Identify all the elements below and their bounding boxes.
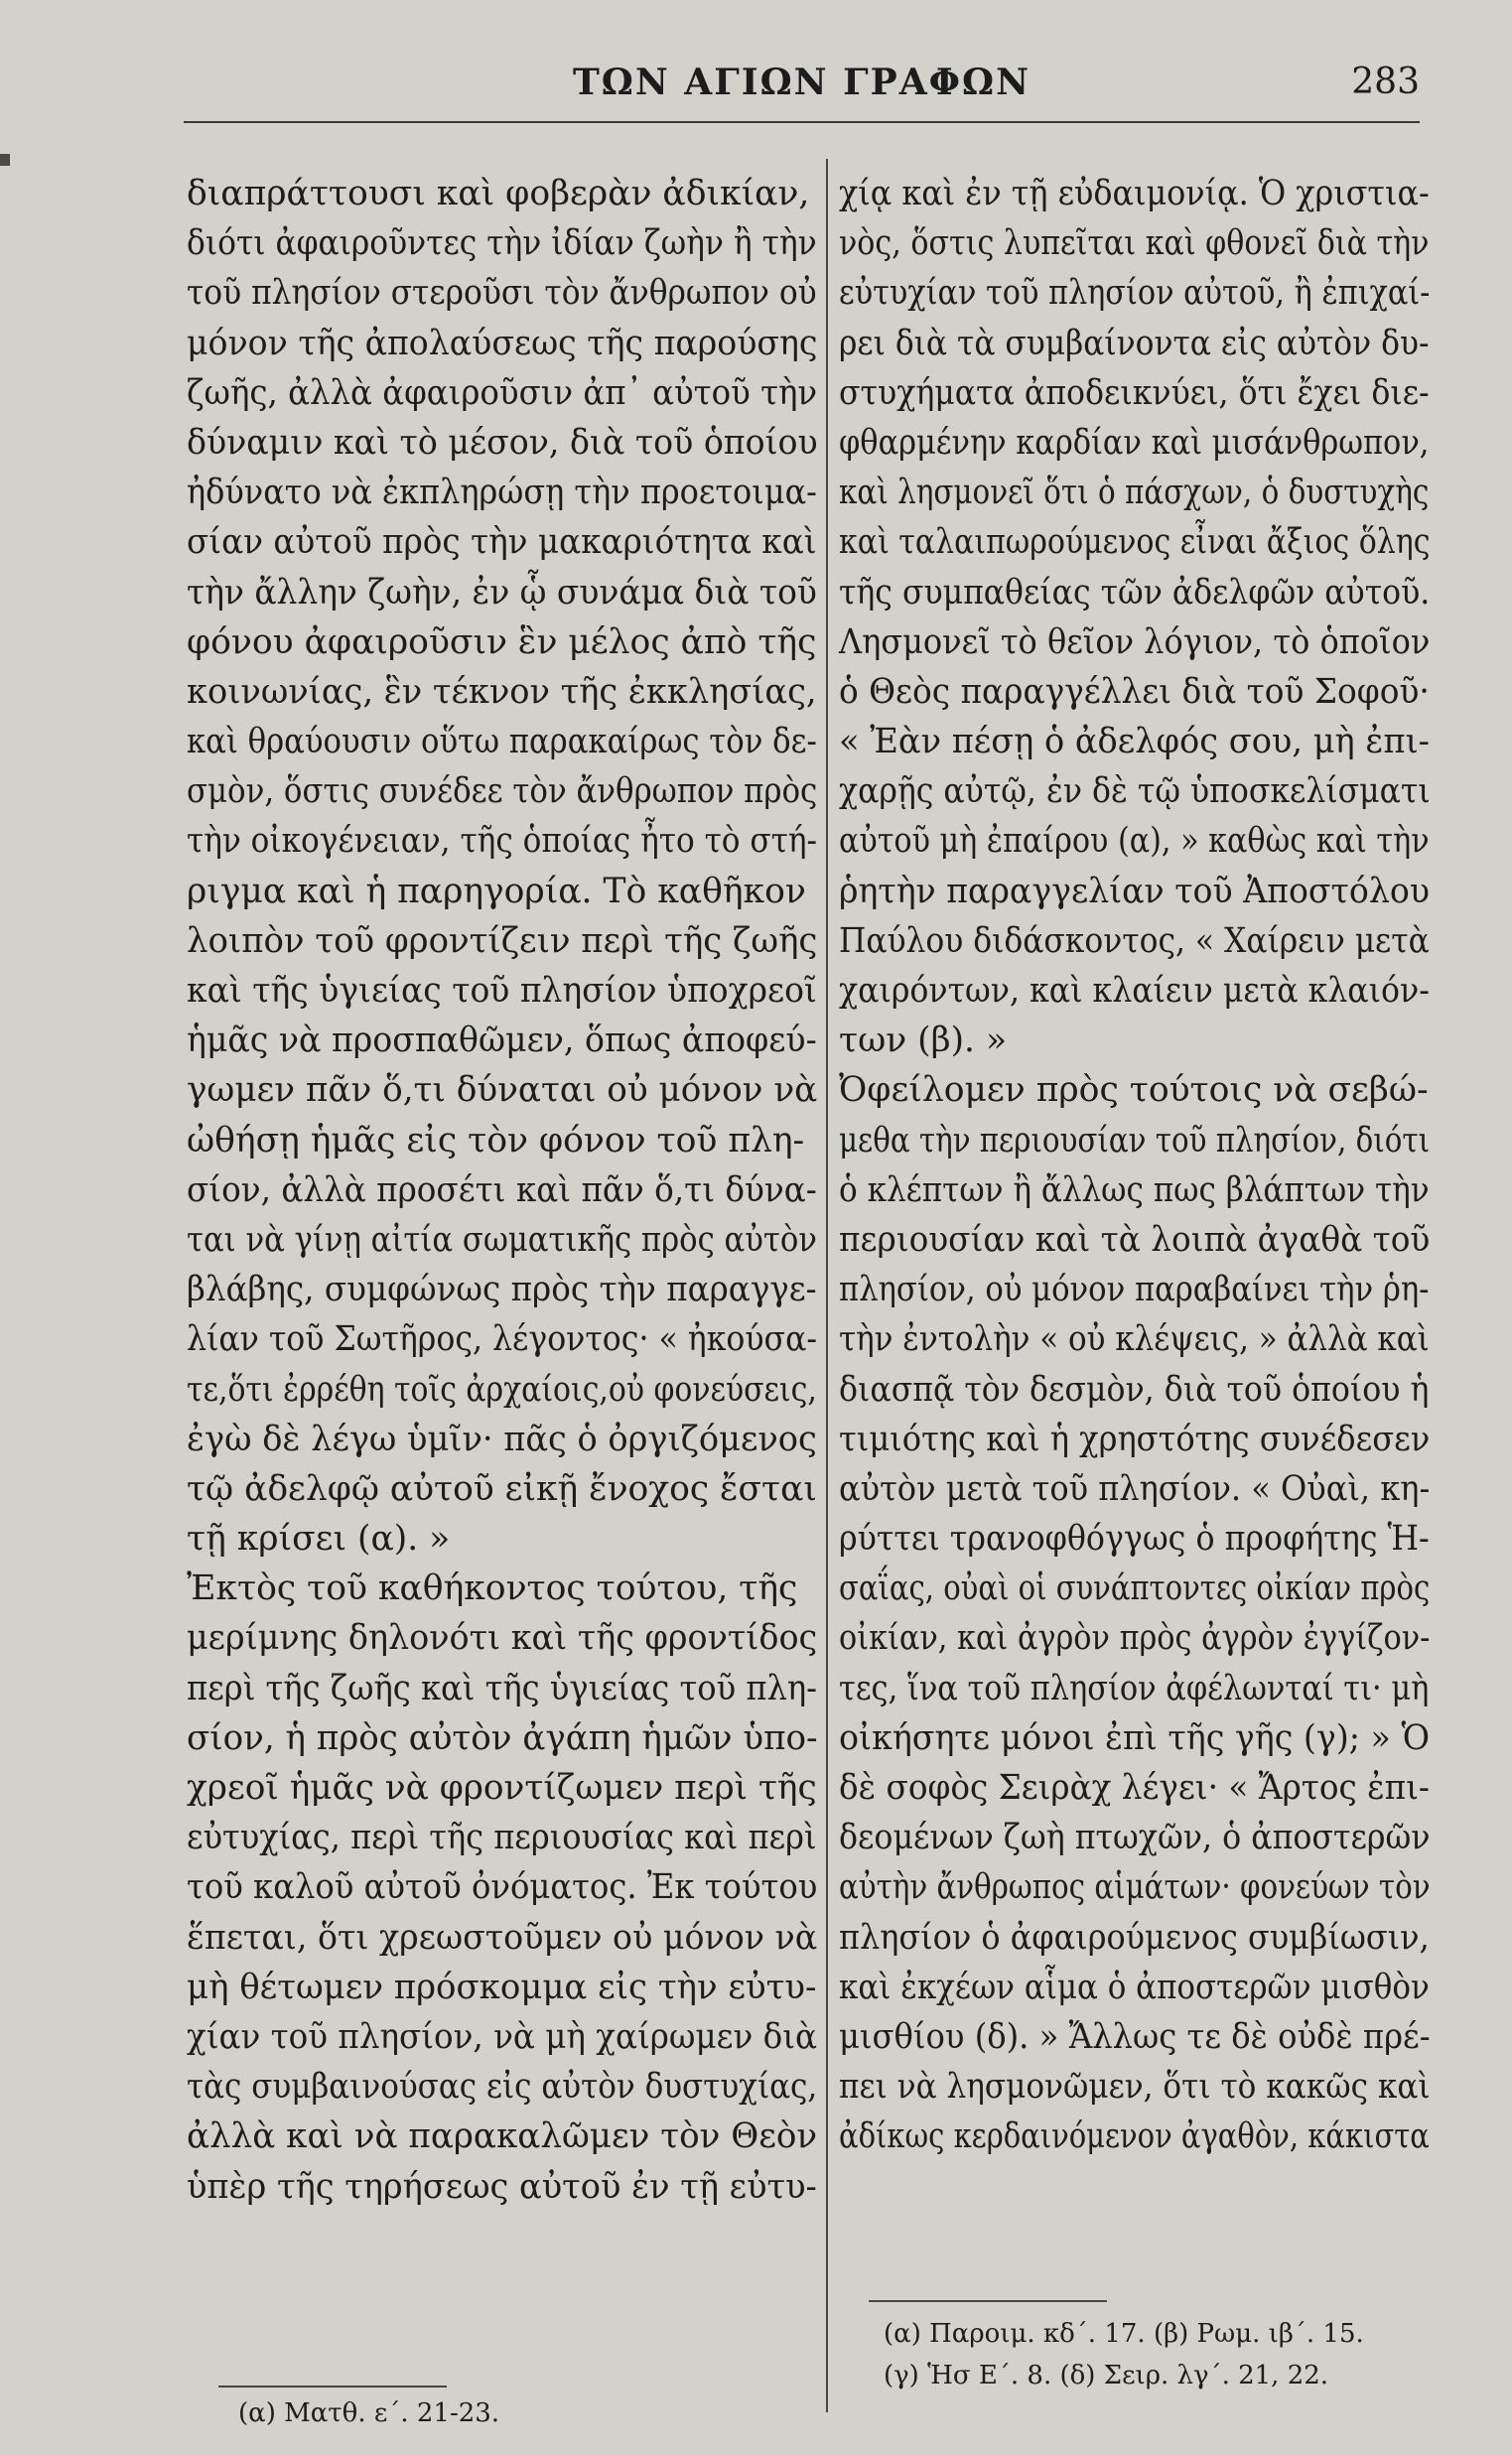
text-line: περὶ τῆς ζωῆς καὶ τῆς ὑγιείας τοῦ πλη-: [187, 1668, 817, 1708]
text-line: τὴν ἐντολὴν « οὐ κλέψεις, » ἀλλὰ καὶ: [839, 1319, 1430, 1360]
text-line: ὁ Θεὸς παραγγέλλει διὰ τοῦ Σοφοῦ·: [839, 671, 1430, 712]
text-line: οἰκήσητε μόνοι ἐπὶ τῆς γῆς (γ); » Ὁ: [839, 1717, 1431, 1758]
text-line: ρύττει τρανοφθόγγως ὁ προφήτης Ἡ-: [839, 1519, 1430, 1560]
text-line: τοῦ καλοῦ αὐτοῦ ὀνόματος. Ἐκ τούτου: [187, 1867, 818, 1908]
margin-mark: [0, 154, 10, 166]
text-line: σμὸν, ὅστις συνέδεε τὸν ἄνθρωπον πρὸς: [187, 771, 818, 812]
text-line: μεθα τὴν περιουσίαν τοῦ πλησίον, διότι: [839, 1120, 1431, 1160]
text-line: διασπᾷ τὸν δεσμὸν, διὰ τοῦ ὁποίου ἡ: [839, 1369, 1430, 1410]
text-line: ὁ κλέπτων ἢ ἄλλως πως βλάπτων τὴν: [839, 1169, 1430, 1210]
text-line: ται νὰ γίνῃ αἰτία σωματικῆς πρὸς αὐτὸν: [187, 1219, 817, 1260]
text-line: σίον, ἡ πρὸς αὐτὸν ἀγάπη ἡμῶν ὑπο-: [187, 1717, 818, 1758]
text-line: ζωῆς, ἀλλὰ ἀφαιροῦσιν ἀπ᾽ αὐτοῦ τὴν: [187, 372, 818, 413]
text-line: χαιρόντων, καὶ κλαίειν μετὰ κλαιόν-: [839, 971, 1430, 1011]
text-line: χίᾳ καὶ ἐν τῇ εὐδαιμονίᾳ. Ὁ χριστια-: [839, 174, 1430, 213]
text-line: τε,ὅτι ἐρρέθη τοῖς ἀρχαίοις,οὐ φονεύσεις,: [187, 1369, 817, 1410]
text-line: διότι ἀφαιροῦντες τὴν ἰδίαν ζωὴν ἢ τὴν: [187, 223, 817, 264]
text-line: ἐγὼ δὲ λέγω ὑμῖν· πᾶς ὁ ὀργιζόμενος: [187, 1419, 817, 1459]
text-line: « Ἐὰν πέσῃ ὁ ἀδελφός σου, μὴ ἐπι-: [839, 722, 1431, 762]
text-line: πει νὰ λησμονῶμεν, ὅτι τὸ κακῶς καὶ: [839, 2067, 1431, 2108]
text-line: οἰκίαν, καὶ ἀγρὸν πρὸς ἀγρὸν ἐγγίζον-: [839, 1618, 1431, 1659]
footnote-left: (α) Ματθ. ε΄. 21-23.: [238, 2398, 500, 2428]
text-line: βλάβης, συμφώνως πρὸς τὴν παραγγε-: [187, 1270, 817, 1310]
text-line: καὶ λησμονεῖ ὅτι ὁ πάσχων, ὁ δυστυχὴς: [839, 473, 1430, 513]
right-column: [839, 169, 1430, 2162]
text-line: σίον, ἀλλὰ προσέτι καὶ πᾶν ὅ,τι δύνα-: [187, 1169, 817, 1210]
text-line: τῷ ἀδελφῷ αὐτοῦ εἰκῇ ἔνοχος ἔσται: [187, 1468, 817, 1509]
footnote-rule-left: [218, 2386, 447, 2387]
text-line: τοῦ πλησίον στεροῦσι τὸν ἄνθρωπον οὐ: [187, 273, 817, 314]
text-line: κοινωνίας, ἓν τέκνον τῆς ἐκκλησίας,: [187, 671, 817, 712]
header-rule: [184, 121, 1420, 123]
text-line: χίαν τοῦ πλησίον, νὰ μὴ χαίρωμεν διὰ: [187, 2016, 818, 2057]
running-header: [184, 62, 1420, 119]
text-line: ἠδύνατο νὰ ἐκπληρώσῃ τὴν προετοιμα-: [187, 473, 817, 513]
text-line: Λησμονεῖ τὸ θεῖον λόγιον, τὸ ὁποῖον: [839, 621, 1431, 662]
text-line: χαρῇς αὐτῷ, ἐν δὲ τῷ ὑποσκελίσματι: [839, 771, 1431, 812]
text-line: μερίμνης δηλονότι καὶ τῆς φροντίδος: [187, 1618, 818, 1659]
text-line: λοιπὸν τοῦ φροντίζειν περὶ τῆς ζωῆς: [187, 920, 818, 961]
footnote-right-2: (γ) Ἡσ Ε΄. 8. (δ) Σειρ. λγ΄. 21, 22.: [884, 2361, 1329, 2390]
text-line: ἀλλὰ καὶ νὰ παρακαλῶμεν τὸν Θεὸν: [187, 2116, 818, 2157]
text-line: ἕπεται, ὅτι χρεωστοῦμεν οὐ μόνον νὰ: [187, 1917, 818, 1958]
text-line: ρει διὰ τὰ συμβαίνοντα εἰς αὐτὸν δυ-: [839, 323, 1430, 363]
text-line: δύναμιν καὶ τὸ μέσον, διὰ τοῦ ὁποίου: [187, 422, 818, 463]
text-line: Παύλου διδάσκοντος, « Χαίρειν μετὰ: [839, 920, 1430, 961]
text-line: τὴν οἰκογένειαν, τῆς ὁποίας ἦτο τὸ στή-: [187, 821, 818, 862]
text-line: διαπράττουσι καὶ φοβερὰν ἀδικίαν,: [187, 174, 810, 213]
text-line: τῇ κρίσει (α). »: [187, 1519, 451, 1560]
text-line: Ἐκτὸς τοῦ καθήκοντος τούτου, τῆς: [187, 1568, 798, 1609]
text-line: πλησίον, οὐ μόνον παραβαίνει τὴν ῥη-: [839, 1270, 1430, 1310]
text-line: των (β). »: [839, 1021, 1008, 1061]
text-line: γωμεν πᾶν ὅ,τι δύναται οὐ μόνον νὰ: [187, 1070, 818, 1111]
text-line: τῆς συμπαθείας τῶν ἀδελφῶν αὐτοῦ.: [839, 572, 1431, 613]
text-line: τὴν ἄλλην ζωὴν, ἐν ᾧ συνάμα διὰ τοῦ: [187, 572, 817, 613]
text-line: μόνον τῆς ἀπολαύσεως τῆς παρούσης: [187, 323, 818, 363]
text-line: αὐτοῦ μὴ ἐπαίρου (α), » καθὼς καὶ τὴν: [839, 821, 1430, 862]
text-line: ἡμᾶς νὰ προσπαθῶμεν, ὅπως ἀποφεύ-: [187, 1021, 817, 1061]
column-divider: [826, 159, 828, 2412]
text-line: νὸς, ὅστις λυπεῖται καὶ φθονεῖ διὰ τὴν: [839, 223, 1430, 264]
text-line: τες, ἵνα τοῦ πλησίον ἀφέλωνταί τι· μὴ: [839, 1668, 1430, 1708]
text-line: αὐτὸν μετὰ τοῦ πλησίον. « Οὐαὶ, κη-: [839, 1468, 1431, 1509]
text-line: πλησίον ὁ ἀφαιρούμενος συμβίωσιν,: [839, 1917, 1430, 1958]
text-line: εὐτυχίας, περὶ τῆς περιουσίας καὶ περὶ: [187, 1818, 817, 1858]
text-line: ὑπὲρ τῆς τηρήσεως αὐτοῦ ἐν τῇ εὐτυ-: [187, 2166, 817, 2207]
text-line: μὴ θέτωμεν πρόσκομμα εἰς τὴν εὐτυ-: [187, 1967, 817, 2007]
text-line: περιουσίαν καὶ τὰ λοιπὰ ἀγαθὰ τοῦ: [839, 1219, 1431, 1260]
text-line: ἀδίκως κερδαινόμενον ἀγαθὸν, κάκιστα: [839, 2116, 1430, 2157]
text-line: στυχήματα ἀποδεικνύει, ὅτι ἔχει διε-: [839, 372, 1430, 413]
running-title: ΤΩΝ ΑΓΙΩΝ ΓΡΑΦΩΝ: [573, 62, 1031, 103]
text-line: δὲ σοφὸς Σειρὰχ λέγει· « Ἄρτος ἐπι-: [839, 1768, 1430, 1808]
text-line: φθαρμένην καρδίαν καὶ μισάνθρωπον,: [839, 422, 1430, 463]
text-line: φόνου ἀφαιροῦσιν ἓν μέλος ἀπὸ τῆς: [187, 621, 817, 662]
text-line: τιμιότης καὶ ἡ χρηστότης συνέδεσεν: [839, 1419, 1431, 1459]
footnote-rule-right: [869, 2300, 1107, 2302]
text-line: ὠθήσῃ ἡμᾶς εἰς τὸν φόνον τοῦ πλη-: [187, 1120, 805, 1160]
text-line: τὰς συμβαινούσας εἰς αὐτὸν δυστυχίας,: [187, 2067, 818, 2108]
text-line: καὶ θραύουσιν οὕτω παρακαίρως τὸν δε-: [187, 722, 817, 762]
left-column: [187, 169, 817, 2212]
footnote-right-1: (α) Παροιμ. κδ΄. 17. (β) Ρωμ. ιβ΄. 15.: [884, 2319, 1364, 2349]
text-line: λίαν τοῦ Σωτῆρος, λέγοντος· « ἠκούσα-: [187, 1319, 818, 1360]
text-line: καὶ ταλαιπωρούμενος εἶναι ἄξιος ὅλης: [839, 522, 1431, 563]
text-line: καὶ τῆς ὑγιείας τοῦ πλησίον ὑποχρεοῖ: [187, 971, 817, 1011]
text-line: δεομένων ζωὴ πτωχῶν, ὁ ἀποστερῶν: [839, 1818, 1431, 1858]
text-line: καὶ ἐκχέων αἷμα ὁ ἀποστερῶν μισθὸν: [839, 1967, 1430, 2007]
text-line: εὐτυχίαν τοῦ πλησίον αὐτοῦ, ἢ ἐπιχαί-: [839, 273, 1431, 314]
text-line: ῥητὴν παραγγελίαν τοῦ Ἀποστόλου: [839, 871, 1430, 911]
page-number: 283: [1351, 62, 1420, 102]
text-line: Ὀφείλομεν πρὸς τούτοις νὰ σεβώ-: [839, 1070, 1429, 1111]
text-line: σίαν αὐτοῦ πρὸς τὴν μακαριότητα καὶ: [187, 522, 817, 563]
text-line: μισθίου (δ). » Ἄλλως τε δὲ οὐδὲ πρέ-: [839, 2016, 1431, 2057]
text-line: αὐτὴν ἄνθρωπος αἱμάτων· φονεύων τὸν: [839, 1867, 1431, 1908]
text-line: ριγμα καὶ ἡ παρηγορία. Τὸ καθῆκον: [187, 871, 806, 911]
text-line: χρεοῖ ἡμᾶς νὰ φροντίζωμεν περὶ τῆς: [187, 1768, 817, 1808]
text-line: σαΐας, οὐαὶ οἱ συνάπτοντες οἰκίαν πρὸς: [839, 1568, 1431, 1609]
